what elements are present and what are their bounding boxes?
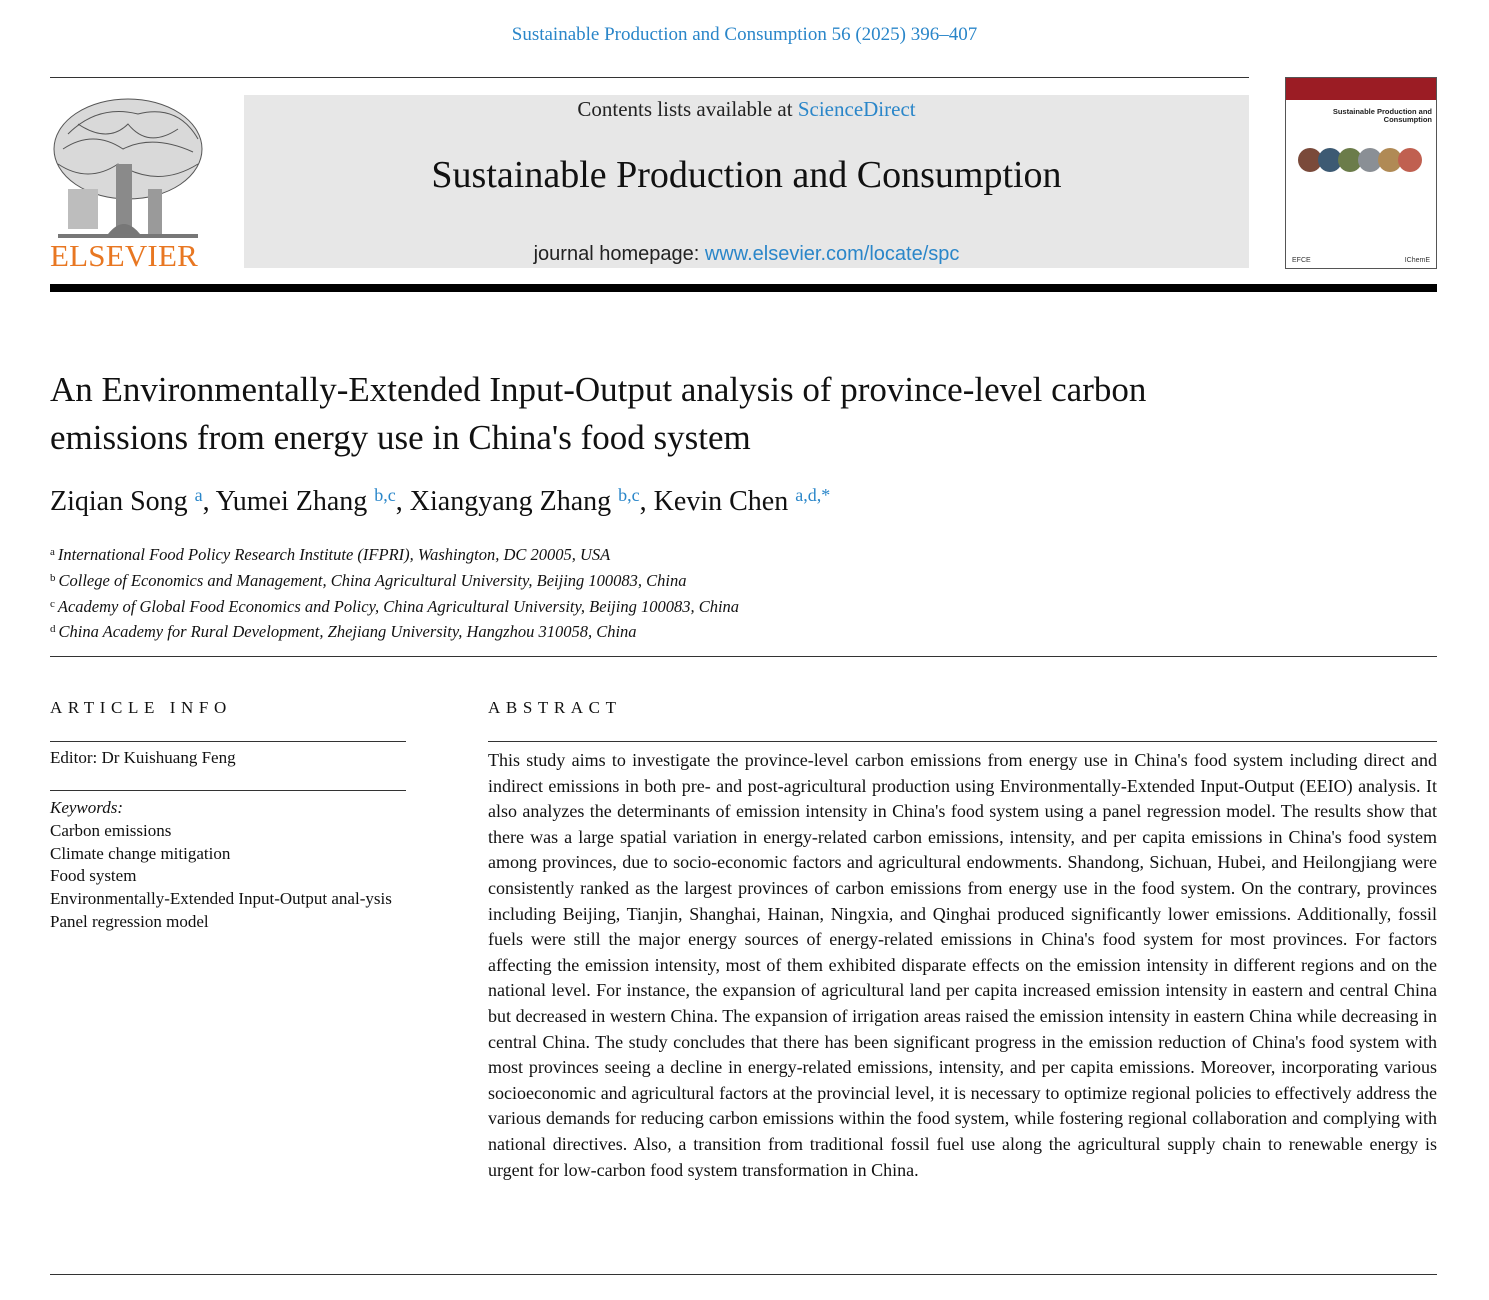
affiliation-key: d <box>50 623 56 636</box>
icheme-logo: IChemE <box>1404 257 1430 264</box>
affiliation-text: International Food Policy Research Institute (IFPRI), Washington, DC 20005, USA <box>57 545 611 564</box>
elsevier-wordmark: ELSEVIER <box>50 238 198 273</box>
affiliation-key: b <box>50 571 56 584</box>
affiliation-text: China Academy for Rural Development, Zhejiang University, Hangzhou 310058, China <box>58 622 637 642</box>
affiliation-item <box>50 618 739 644</box>
author-separator: , <box>395 486 410 517</box>
section-rule <box>50 656 1437 657</box>
abstract-text: This study aims to investigate the province-level carbon emissions from energy use in China's food system including direct and indirect emissions in both pre- and post-agricultural production using Environmentally-Extended Input-Output (EEIO) analysis. It also analyzes the determinants of emission intensity in China's food system using a panel regression model. The results show that there was a large spatial variation in energy-related carbon emissions, intensity, and per capita emissions in China's food system among provinces, due to socio-economic factors and agricultural endowments. Shandong, Sichuan, Hubei, and Heilongjiang were consistently ranked as the largest provinces of carbon emissions from energy use in the food system. On the contrary, provinces including Beijing, Tianjin, Shanghai, Hainan, Ningxia, and Qinghai produced significantly lower emissions. Additionally, fossil fuels were still the major energy sources of energy-related emissions in China's food system for most provinces. For factors affecting the emission intensity, most of them exhibited disparate effects on the emission intensity in different regions and on the national level. For instance, the expansion of agricultural land per capita increased emission intensity in eastern and central China but decreased in western China. The expansion of irrigation areas raised the emission intensity in eastern China while decreasing in central China. The study concludes that there has been significant progress in the emission reduction of China's food system with most provinces seeing a decline in energy-related emissions, intensity, and per capita emissions. Moreover, incorporating various socioeconomic and agricultural factors at the provincial level, it is necessary to optimize regional policies to effectively address the various demands for reducing carbon emissions within the food system, while fostering regional collaboration and complying with national directives. Also, a transition from traditional fossil fuel use along the agricultural supply chain to renewable energy is urgent for low-carbon food system transformation in China. <box>488 750 1437 1180</box>
affiliation-key: a <box>50 546 55 558</box>
footer-rule <box>50 1274 1437 1275</box>
abstract-heading: ABSTRACT <box>488 698 622 717</box>
affiliation-text: College of Economics and Management, China Agricultural University, Beijing 100083, China <box>58 570 687 590</box>
abstract-rule <box>488 741 1437 742</box>
affiliation-item <box>50 541 739 567</box>
efce-logo: EFCE <box>1292 257 1311 264</box>
editor-line: Editor: Dr Kuishuang Feng <box>50 748 236 767</box>
contents-prefix: Contents lists available at <box>577 97 798 121</box>
affiliation-item <box>50 567 739 593</box>
author-affiliation-marker[interactable]: b,c <box>618 485 640 505</box>
journal-homepage <box>244 243 1249 266</box>
author-name[interactable]: Xiangyang Zhang <box>409 486 619 517</box>
author-separator: , <box>202 486 216 517</box>
author-name[interactable]: Yumei Zhang <box>215 486 375 517</box>
keyword-item: Climate change mitigation <box>50 843 231 863</box>
journal-title: Sustainable Production and Consumption <box>431 154 1062 196</box>
cover-logos <box>1292 257 1430 264</box>
affiliation-key: c <box>50 597 55 610</box>
keywords-block <box>50 797 410 934</box>
author-affiliation-marker[interactable]: b,c <box>374 485 396 505</box>
article-title: An Environmentally-Extended Input-Output analysis of province-level carbon emissions from energy use in China's food system <box>50 370 1147 457</box>
journal-cover-thumbnail[interactable] <box>1285 77 1437 269</box>
keyword-item: Panel regression model <box>50 911 209 931</box>
homepage-link[interactable]: www.elsevier.com/locate/spc <box>704 243 960 265</box>
journal-citation[interactable]: Sustainable Production and Consumption 56 (2025) 396–407 <box>511 24 978 45</box>
keywords-heading: Keywords: <box>50 798 124 817</box>
keyword-item: Carbon emissions <box>50 820 172 840</box>
keyword-item: Environmentally-Extended Input-Output anal-ysis <box>50 889 392 909</box>
affiliations <box>50 541 739 644</box>
cover-title: Sustainable Production and Consumption <box>1332 107 1432 125</box>
author-affiliation-marker[interactable]: a,d,* <box>795 485 831 505</box>
article-info-rule <box>50 741 406 742</box>
article-info-heading: ARTICLE INFO <box>50 698 232 717</box>
cover-band <box>1286 78 1436 100</box>
keyword-item: Food system <box>50 866 137 886</box>
affiliation-text: Academy of Global Food Economics and Policy, China Agricultural University, Beijing 100083, China <box>57 596 740 616</box>
author-list <box>50 485 830 518</box>
sciencedirect-link[interactable]: ScienceDirect <box>797 97 916 121</box>
header-thick-rule <box>50 284 1437 292</box>
author-name[interactable]: Kevin Chen <box>653 486 796 517</box>
cover-images <box>1298 148 1418 177</box>
header-rule <box>50 77 1249 78</box>
author-affiliation-marker[interactable]: a <box>194 485 203 505</box>
keywords-rule <box>50 790 406 791</box>
affiliation-item <box>50 593 739 619</box>
author-separator: , <box>639 486 654 517</box>
contents-availability <box>244 97 1249 122</box>
homepage-prefix: journal homepage: <box>533 243 705 265</box>
journal-banner <box>244 95 1249 268</box>
author-name[interactable]: Ziqian Song <box>50 486 195 517</box>
